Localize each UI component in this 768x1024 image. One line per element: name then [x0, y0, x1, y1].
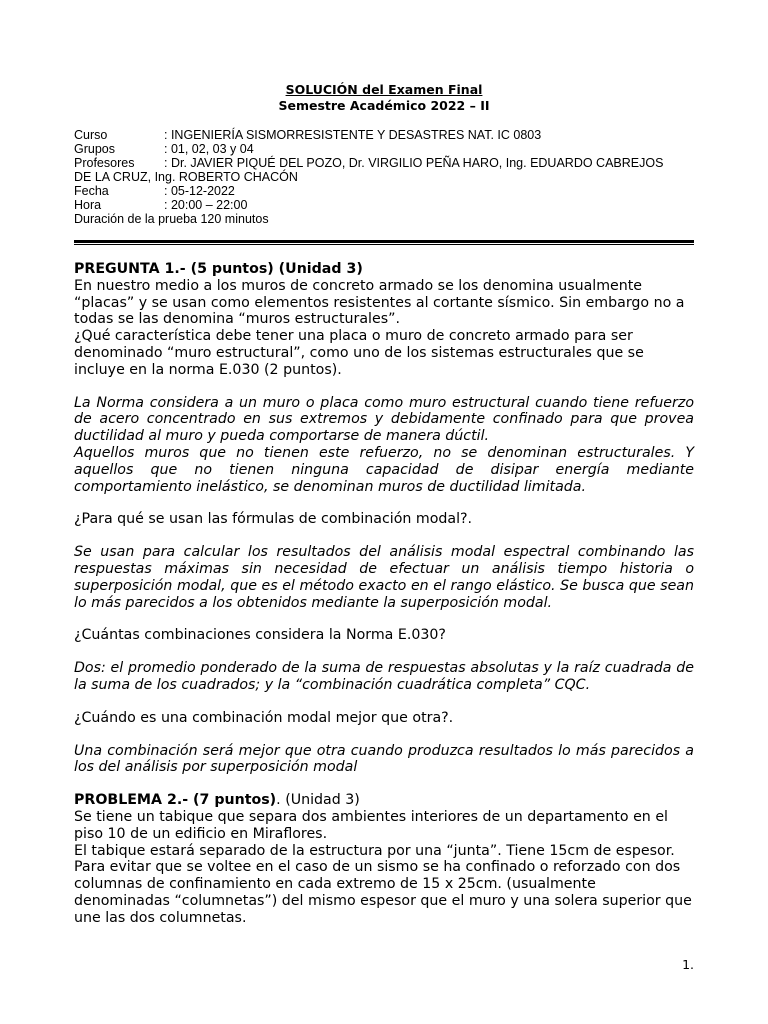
meta-value: : 01, 02, 03 y 04 [164, 142, 254, 156]
exam-metadata [74, 128, 694, 226]
question-1c: ¿Cuántas combinaciones considera la Norma E.030? [74, 627, 446, 644]
answer-1d: Una combinación será mejor que otra cuando produzca resultados lo más parecidos a los del análisis por superposición modal [74, 742, 694, 776]
meta-label: Curso [74, 128, 108, 142]
question-1d: ¿Cuándo es una combinación modal mejor que otra?. [74, 709, 454, 726]
meta-value: : Dr. JAVIER PIQUÉ DEL POZO, Dr. VIRGILIO PEÑA HARO, Ing. EDUARDO CABREJOS [164, 156, 664, 170]
problem-2-paragraph-1: Se tiene un tabique que separa dos ambientes interiores de un departamento en el piso 10 de un edificio en Miraflores. [74, 808, 668, 842]
answer-1b: Se usan para calcular los resultados del análisis modal espectral combinando las respuestas máximas sin necesidad de efectuar un análisis tiempo historia o superposición modal, que es el método exacto en el rango elástico. Se busca que sean lo más parecidos a los obtenidos mediante la superposición modal. [74, 544, 694, 611]
title-line-2: Semestre Académico 2022 – II [278, 98, 490, 113]
question-1-heading: PREGUNTA 1.- (5 puntos) (Unidad 3) [74, 261, 363, 277]
answer-1c: Dos: el promedio ponderado de la suma de respuestas absolutas y la raíz cuadrada de la suma de los cuadrados; y la “combinación cuadrática completa” CQC. [74, 660, 694, 693]
meta-row-fecha [74, 184, 694, 198]
meta-duracion: Duración de la prueba 120 minutos [74, 212, 269, 226]
answer-1a-part-1: La Norma considera a un muro o placa como muro estructural cuando tiene refuerzo de acero concentrado en sus extremos y debidamente confinado para que provea ductilidad al muro y pueda comportarse de manera dúctil. [74, 394, 694, 445]
problem-2-heading-bold: PROBLEMA 2.- (7 puntos) [74, 792, 277, 809]
title-line-1: SOLUCIÓN del Examen Final [285, 82, 483, 97]
meta-label: Fecha [74, 184, 109, 198]
meta-value: : 05-12-2022 [164, 184, 235, 198]
meta-label: Profesores [74, 156, 135, 170]
problem-2-paragraph-3: Para evitar que se voltee en el caso de un sismo se ha confinado o reforzado con dos columnas de confinamiento en cada extremo de 15 x 25cm. (usualmente denominadas “columnetas”) del mismo espesor que el muro y una solera superior que une las dos columnetas. [74, 859, 692, 926]
meta-row-curso [74, 128, 694, 142]
meta-profesores-continuation: DE LA CRUZ, Ing. ROBERTO CHACÓN [74, 170, 298, 184]
question-1b: ¿Para qué se usan las fórmulas de combinación modal?. [74, 511, 473, 528]
meta-label: Hora [74, 198, 102, 212]
problem-2-paragraph-2: El tabique estará separado de la estructura por una “junta”. Tiene 15cm de espesor. [74, 842, 675, 859]
question-1-intro: En nuestro medio a los muros de concreto armado se los denomina usualmente “placas” y se usan como elementos resistentes al cortante sísmico. Sin embargo no a todas se las denomina “muros estructurales”. [74, 277, 685, 328]
problem-2-heading [74, 792, 694, 809]
meta-row-grupos [74, 142, 694, 156]
meta-value: : INGENIERÍA SISMORRESISTENTE Y DESASTRES NAT. IC 0803 [164, 128, 542, 142]
meta-row-hora [74, 198, 694, 212]
answer-1a-part-2: Aquellos muros que no tienen este refuerzo, no se denominan estructurales. Y aquellos que no tienen ninguna capacidad de disipar energía mediante comportamiento inelástico, se denominan muros de ductilidad limitada. [74, 444, 694, 495]
page-number: 1. [682, 957, 694, 972]
document-page [74, 82, 694, 927]
document-body [74, 261, 694, 927]
question-1a: ¿Qué característica debe tener una placa o muro de concreto armado para ser denominado “muro estructural”, como uno de los sistemas estructurales que se incluye en la norma E.030 (2 puntos). [74, 328, 644, 378]
document-title [74, 82, 694, 114]
problem-2-heading-rest: . (Unidad 3) [276, 792, 360, 809]
meta-label: Grupos [74, 142, 115, 156]
meta-row-profesores [74, 156, 694, 170]
meta-value: : 20:00 – 22:00 [164, 198, 248, 212]
header-divider [74, 240, 694, 245]
